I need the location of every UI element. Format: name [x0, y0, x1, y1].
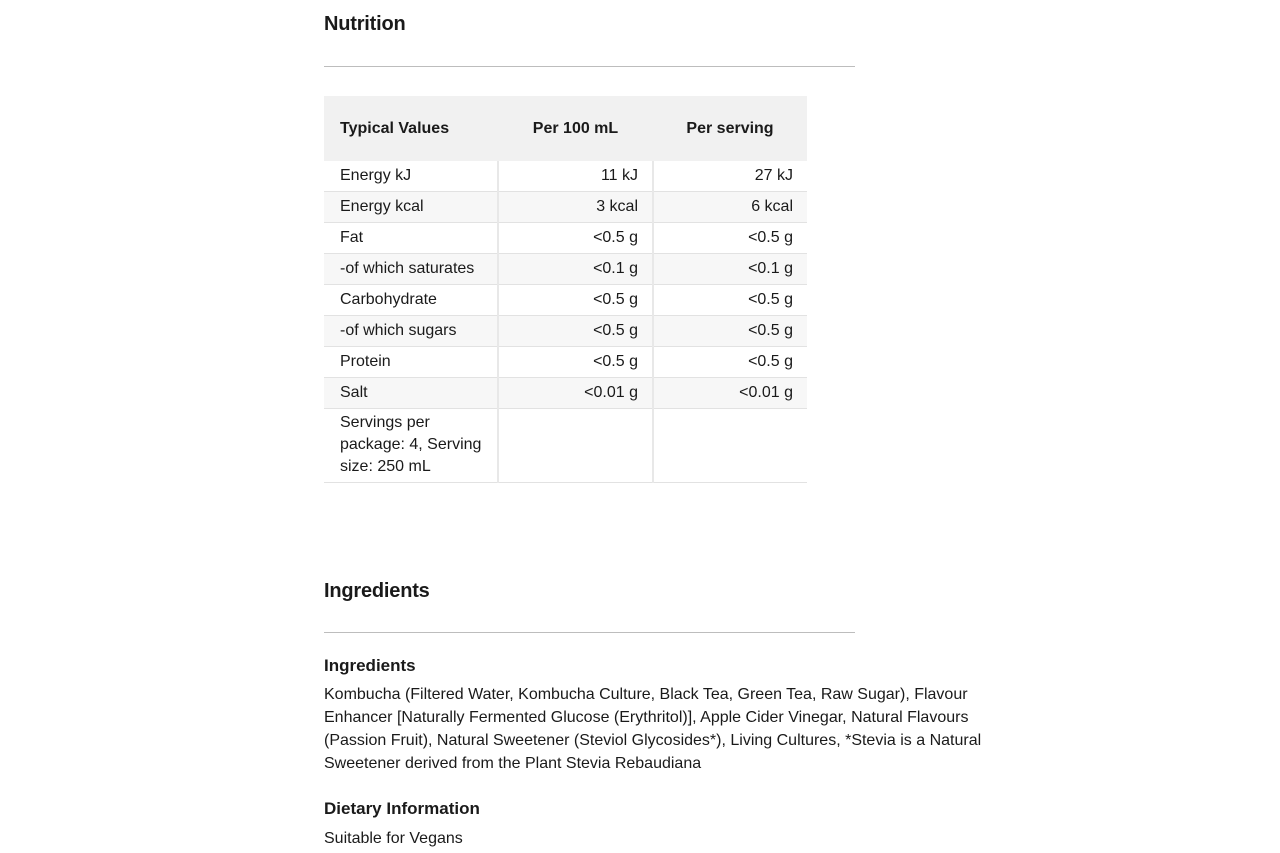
nutrient-label: Energy kcal: [324, 192, 498, 223]
per-100ml-value: <0.5 g: [498, 223, 653, 254]
nutrient-label: -of which sugars: [324, 316, 498, 347]
table-row: [324, 285, 807, 316]
per-100ml-value: 11 kJ: [498, 161, 653, 192]
ingredients-text: Kombucha (Filtered Water, Kombucha Culture, Black Tea, Green Tea, Raw Sugar), Flavour Enhancer [Naturally Fermented Glucose (Erythritol)], Apple Cider Vinegar, Natural Flavours (Passion Fruit), Natural Sweetener (Steviol Glycosides*), Living Cultures, *Stevia is a Natural Sweetener derived from the Plant Stevia Rebaudiana: [324, 686, 982, 772]
per-100ml-value: <0.01 g: [498, 378, 653, 409]
col-header-per-100ml: Per 100 mL: [498, 96, 653, 161]
ingredients-heading: Ingredients: [324, 580, 430, 602]
nutrient-label: -of which saturates: [324, 254, 498, 285]
per-100ml-value: [498, 409, 653, 483]
per-100ml-value: <0.5 g: [498, 316, 653, 347]
ingredients-divider: [324, 632, 855, 633]
table-row: [324, 378, 807, 409]
per-serving-value: <0.5 g: [653, 285, 807, 316]
table-row: [324, 316, 807, 347]
table-row: [324, 223, 807, 254]
nutrient-label: Carbohydrate: [324, 285, 498, 316]
nutrition-divider: [324, 66, 855, 67]
per-serving-value: <0.1 g: [653, 254, 807, 285]
ingredients-subheading: Ingredients: [324, 656, 416, 675]
per-serving-value: 27 kJ: [653, 161, 807, 192]
nutrient-label: Salt: [324, 378, 498, 409]
per-serving-value: <0.5 g: [653, 316, 807, 347]
per-100ml-value: <0.5 g: [498, 285, 653, 316]
table-row: [324, 161, 807, 192]
table-row: [324, 192, 807, 223]
col-header-typical-values: Typical Values: [324, 96, 498, 161]
nutrition-heading: Nutrition: [324, 13, 406, 35]
nutrient-label: Protein: [324, 347, 498, 378]
nutrient-label: Fat: [324, 223, 498, 254]
col-header-per-serving: Per serving: [653, 96, 807, 161]
per-100ml-value: 3 kcal: [498, 192, 653, 223]
per-serving-value: 6 kcal: [653, 192, 807, 223]
serving-info: Servings per package: 4, Serving size: 250 mL: [324, 409, 498, 483]
dietary-information-heading: Dietary Information: [324, 799, 480, 818]
dietary-information-text: Suitable for Vegans: [324, 830, 463, 847]
nutrition-header-row: [324, 96, 807, 161]
per-serving-value: <0.01 g: [653, 378, 807, 409]
nutrient-label: Energy kJ: [324, 161, 498, 192]
per-serving-value: [653, 409, 807, 483]
per-serving-value: <0.5 g: [653, 347, 807, 378]
table-row: [324, 347, 807, 378]
per-serving-value: <0.5 g: [653, 223, 807, 254]
per-100ml-value: <0.5 g: [498, 347, 653, 378]
nutrition-table: [324, 96, 807, 483]
table-row: [324, 254, 807, 285]
table-row: [324, 409, 807, 483]
per-100ml-value: <0.1 g: [498, 254, 653, 285]
